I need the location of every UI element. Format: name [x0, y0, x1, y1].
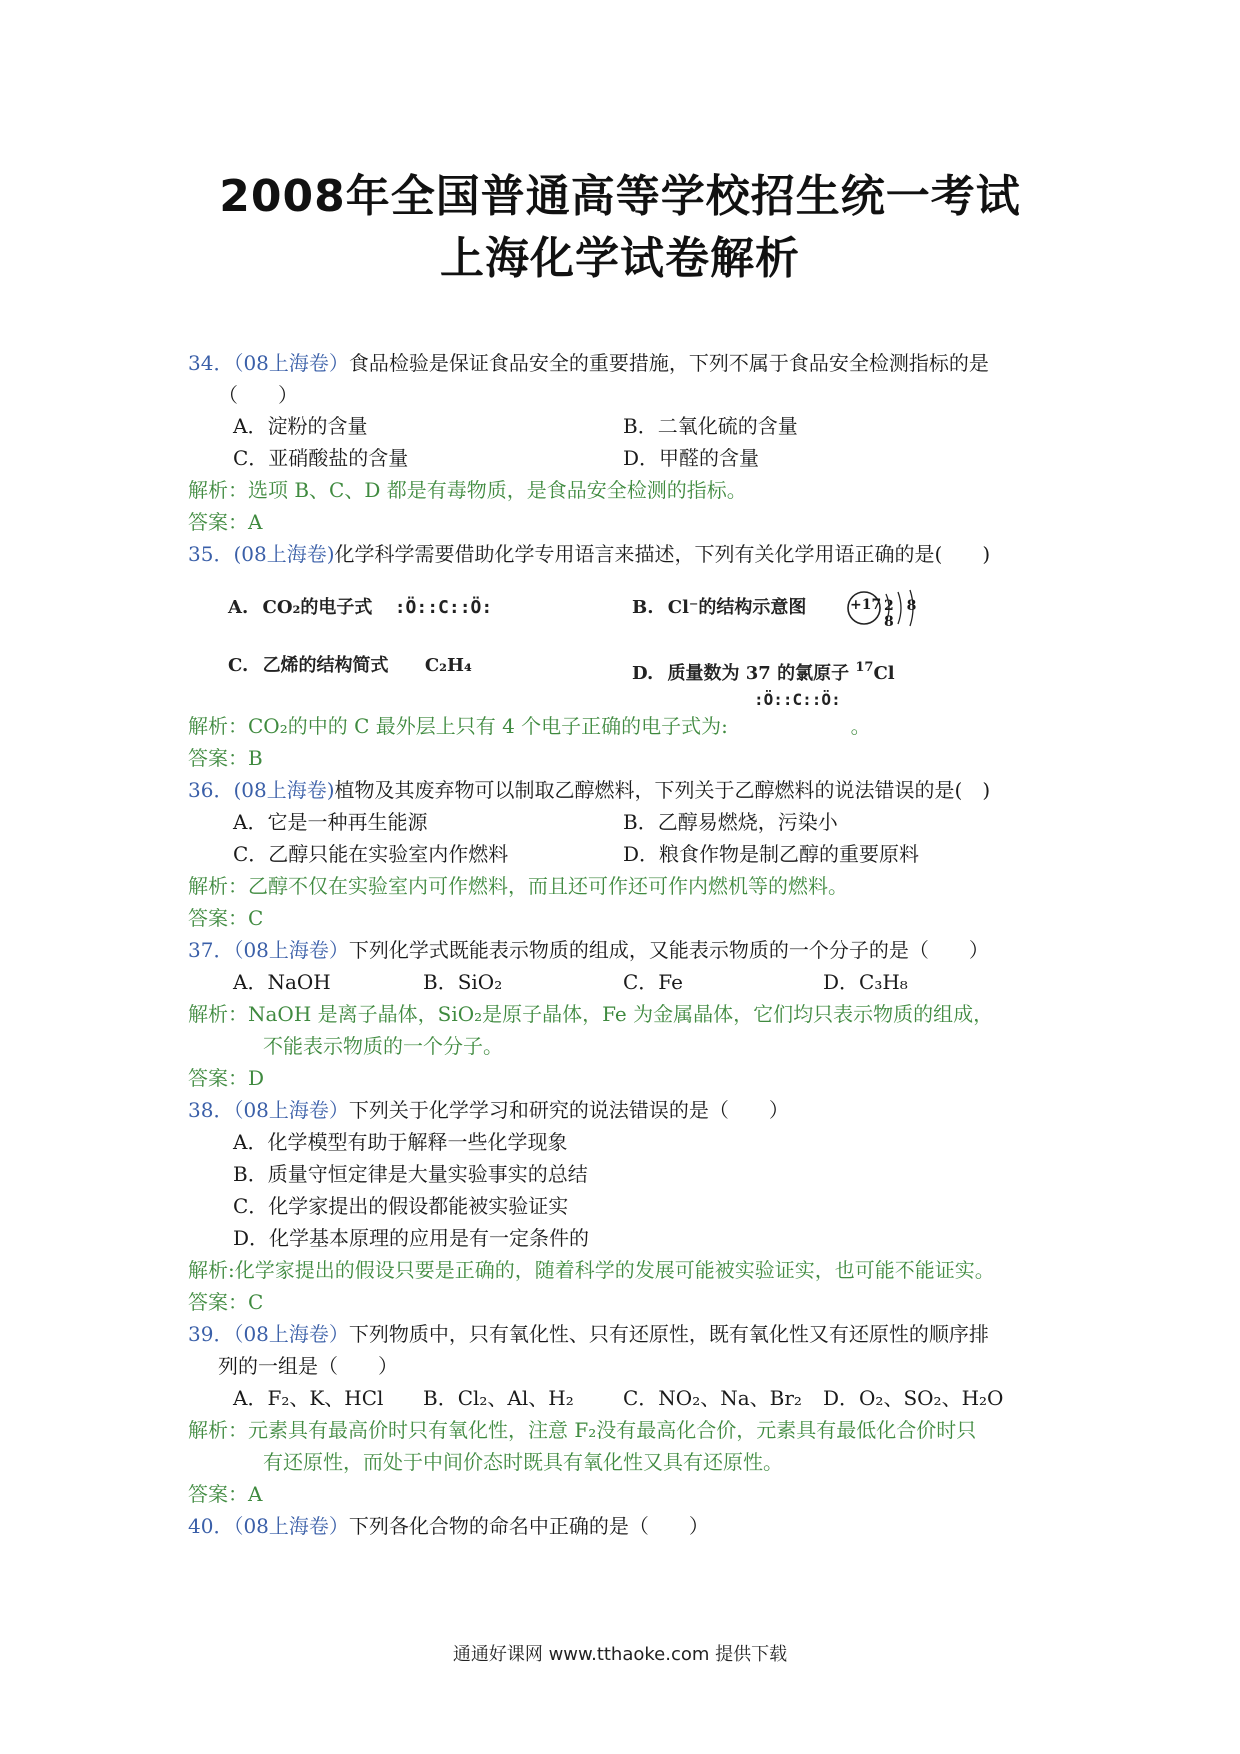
question-37-answer: 答案：D: [188, 1066, 265, 1090]
question-number: 38．: [188, 1098, 234, 1122]
question-text: 食品检验是保证食品安全的重要措施，下列不属于食品安全检测指标的是: [348, 351, 989, 375]
nucleus-charge: +17: [850, 597, 882, 613]
option-label: B.: [632, 597, 654, 618]
question-source: （08上海卷）: [233, 1514, 349, 1538]
page-footer: 通通好课网 www.tthaoke.com 提供下载: [452, 1644, 788, 1665]
option-text: CO₂的电子式: [262, 597, 373, 618]
question-37-option-d: D．C₃H₈: [823, 970, 908, 994]
question-38-stem: [188, 1097, 789, 1123]
question-37-option-c: C．Fe: [623, 970, 683, 994]
question-number: 39．: [188, 1322, 234, 1346]
option-text: 乙烯的结构简式: [262, 655, 389, 676]
question-39-stem-line2: 列的一组是（ ）: [218, 1354, 398, 1378]
question-36-option-a: A．它是一种再生能源: [233, 810, 428, 834]
question-35-option-a: [228, 596, 492, 620]
question-38-analysis: 解析:化学家提出的假设只要是正确的，随着科学的发展可能被实验证实，也可能不能证实。: [188, 1258, 995, 1282]
question-37-analysis-line1: 解析：NaOH 是离子晶体，SiO₂是原子晶体，Fe 为金属晶体，它们均只表示物质的组成，: [188, 1002, 994, 1026]
mass-number: 17: [855, 660, 874, 675]
question-39-option-d: D．O₂、SO₂、H₂O: [823, 1386, 1004, 1410]
option-label: A.: [228, 597, 249, 618]
question-37-option-a: A．NaOH: [233, 970, 331, 994]
question-36-option-c: C．乙醇只能在实验室内作燃料: [233, 842, 509, 866]
question-text: 下列各化合物的命名中正确的是（ ）: [348, 1514, 709, 1538]
question-source: （08上海卷）: [233, 938, 349, 962]
question-34-analysis: 解析：选项 B、C、D 都是有毒物质，是食品安全检测的指标。: [188, 478, 747, 502]
question-number: 34．: [188, 351, 234, 375]
question-36-option-b: B．乙醇易燃烧，污染小: [623, 810, 838, 834]
question-text: 化学科学需要借助化学专用语言来描述，下列有关化学用语正确的是( ): [334, 542, 991, 566]
document-title-line1: 2008年全国普通高等学校招生统一考试: [219, 171, 1021, 222]
question-36-option-d: D．粮食作物是制乙醇的重要原料: [623, 842, 920, 866]
question-37-stem: [188, 937, 989, 963]
question-40-stem: [188, 1513, 709, 1539]
question-text: 下列关于化学学习和研究的说法错误的是（ ）: [348, 1098, 789, 1122]
question-36-answer: 答案：C: [188, 906, 264, 930]
question-34-option-a: A．淀粉的含量: [233, 414, 368, 438]
question-39-option-a: A．F₂、K、HCl: [233, 1386, 384, 1410]
question-source: （08上海卷）: [233, 1322, 349, 1346]
question-text: 下列物质中，只有氧化性、只有还原性，既有氧化性又有还原性的顺序排: [348, 1322, 989, 1346]
ethylene-formula: C₂H₄: [424, 655, 472, 676]
question-36-analysis: 解析：乙醇不仅在实验室内可作燃料，而且还可作还可作内燃机等的燃料。: [188, 874, 848, 898]
question-34-option-c: C．亚硝酸盐的含量: [233, 446, 409, 470]
element-symbol: Cl: [873, 663, 895, 684]
question-35-option-d: [632, 656, 895, 686]
question-35-answer: 答案：B: [188, 746, 263, 770]
chloride-ion-structure-diagram: [846, 588, 926, 628]
question-34-answer: 答案：A: [188, 510, 263, 534]
question-34-stem: [188, 350, 989, 376]
question-source: (08上海卷): [233, 778, 335, 802]
question-number: 35．: [188, 542, 234, 566]
analysis-electron-formula: :Ö::C::Ö:: [754, 690, 841, 709]
analysis-text: 解析：CO₂的中的 C 最外层上只有 4 个电子正确的电子式为:: [188, 714, 728, 738]
question-37-option-b: B．SiO₂: [423, 970, 503, 994]
question-number: 37．: [188, 938, 234, 962]
question-36-stem: [188, 777, 990, 803]
question-number: 36．: [188, 778, 234, 802]
question-38-option-a: A．化学模型有助于解释一些化学现象: [233, 1130, 568, 1154]
question-text: 植物及其废弃物可以制取乙醇燃料，下列关于乙醇燃料的说法错误的是( ): [334, 778, 991, 802]
question-35-option-b: [632, 596, 806, 620]
question-35-stem: [188, 541, 990, 567]
co2-electron-formula: :Ö::C::Ö:: [394, 597, 493, 618]
document-title-line2: 上海化学试卷解析: [440, 233, 800, 284]
question-number: 40．: [188, 1514, 234, 1538]
question-source: (08上海卷): [233, 542, 335, 566]
question-39-analysis-line1: 解析：元素具有最高价时只有氧化性，注意 F₂没有最高化合价，元素具有最低化合价时只: [188, 1418, 977, 1442]
question-text: 下列化学式既能表示物质的组成，又能表示物质的一个分子的是（ ）: [348, 938, 989, 962]
question-source: （08上海卷）: [233, 1098, 349, 1122]
question-39-option-b: B．Cl₂、Al、H₂: [423, 1386, 574, 1410]
question-34-option-d: D．甲醛的含量: [623, 446, 760, 470]
question-35-option-c: [228, 654, 472, 678]
question-38-option-b: B．质量守恒定律是大量实验事实的总结: [233, 1162, 588, 1186]
question-39-analysis-line2: 有还原性，而处于中间价态时既具有氧化性又具有还原性。: [263, 1450, 783, 1474]
question-38-option-d: D．化学基本原理的应用是有一定条件的: [233, 1226, 590, 1250]
question-38-answer: 答案：C: [188, 1290, 264, 1314]
question-39-option-c: C．NO₂、Na、Br₂: [623, 1386, 802, 1410]
question-39-stem: [188, 1321, 989, 1347]
option-label: D.: [632, 663, 654, 684]
question-34-paren: （ ）: [218, 383, 298, 407]
question-source: （08上海卷）: [233, 351, 349, 375]
option-text: 质量数为 37 的氯原子: [667, 663, 850, 684]
option-text: Cl⁻的结构示意图: [667, 597, 807, 618]
electron-shells: 2 8 8: [884, 598, 921, 630]
option-label: C.: [228, 655, 249, 676]
question-38-option-c: C．化学家提出的假设都能被实验证实: [233, 1194, 569, 1218]
analysis-end: 。: [850, 714, 871, 738]
question-35-analysis: [188, 713, 871, 739]
question-37-analysis-line2: 不能表示物质的一个分子。: [263, 1034, 503, 1058]
question-39-answer: 答案：A: [188, 1482, 263, 1506]
question-34-option-b: B．二氧化硫的含量: [623, 414, 798, 438]
